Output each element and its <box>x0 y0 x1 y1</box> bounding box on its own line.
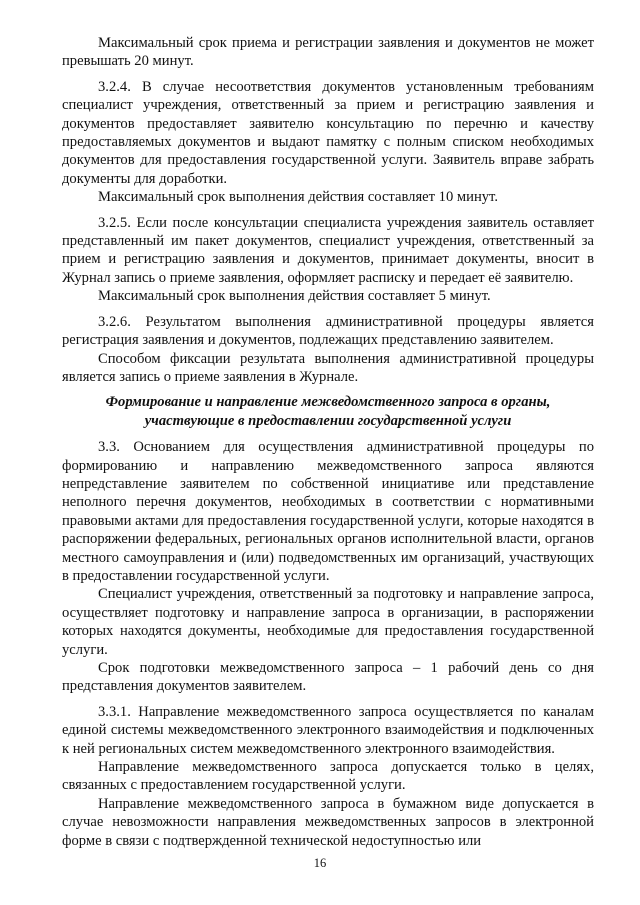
page-number: 16 <box>313 856 327 870</box>
section-heading-line-1: Формирование и направление межведомственного запроса в органы, <box>105 394 551 411</box>
paragraph-3-3-1: 3.3.1. Направление межведомственного запроса осуществляется по каналам единой системы межведомственного электронного взаимодействия и подключенных к ней региональных систем межведомственного электронного взаимодействия. <box>62 703 594 757</box>
paragraph-paper-request: Направление межведомственного запроса в бумажном виде допускается в случае невозможности направления межведомственных запросов в электронной форме в связи с подтвержденной технической недоступностью или <box>62 795 594 849</box>
paragraph-max-time-5: Максимальный срок выполнения действия составляет 5 минут. <box>98 288 491 305</box>
paragraph-3-2-5: 3.2.5. Если после консультации специалиста учреждения заявитель оставляет представленный им пакет документов, специалист учреждения, ответственный за прием и регистрацию заявления и документов, принимает документы, вносит в Журнал запись о приеме заявления, оформляет расписку и передает её заявителю. <box>62 214 594 286</box>
document-page <box>62 34 594 850</box>
section-heading-line-2: участвующие в предоставлении государственной услуги <box>144 412 512 429</box>
paragraph-3-3: 3.3. Основанием для осуществления административной процедуры по формированию и направлению межведомственного запроса являются непредставление заявителем по собственной инициативе или представление неполного перечня документов, необходимых в соответствии с нормативными правовыми актами для предоставления государственной услуги, которые находятся в распоряжении федеральных, региональных органов исполнительной власти, органов местного самоуправления и (или) подведомственных им организаций, участвующих в предоставлении государственной услуги. <box>62 439 594 584</box>
paragraph-max-time-20: Максимальный срок приема и регистрации заявления и документов не может превышать 20 минут. <box>62 35 594 70</box>
paragraph-request-deadline: Срок подготовки межведомственного запроса – 1 рабочий день со дня представления документов заявителем. <box>62 660 594 695</box>
paragraph-max-time-10: Максимальный срок выполнения действия составляет 10 минут. <box>98 189 498 206</box>
paragraph-specialist-request: Специалист учреждения, ответственный за подготовку и направление запроса, осуществляет подготовку и направление запроса в организации, в распоряжении которых находятся документы, необходимые для предоставления государственной услуги. <box>62 586 594 658</box>
paragraph-3-2-4: 3.2.4. В случае несоответствия документов установленным требованиям специалист учреждения, ответственный за прием и регистрацию заявления и документов предоставляет заявителю консультацию по перечню и качеству предоставляемых документов и выдают памятку с полным списком необходимых документов для предоставления государственной услуги. Заявитель вправе забрать документы для доработки. <box>62 78 594 187</box>
paragraph-request-purpose: Направление межведомственного запроса допускается только в целях, связанных с предоставлением государственной услуги. <box>62 759 594 794</box>
section-heading <box>62 393 594 430</box>
paragraph-fixation-method: Способом фиксации результата выполнения административной процедуры является запись о приеме заявления в Журнале. <box>62 350 594 385</box>
paragraph-3-2-6: 3.2.6. Результатом выполнения административной процедуры является регистрация заявления и документов, подлежащих представлению заявителем. <box>62 313 594 349</box>
